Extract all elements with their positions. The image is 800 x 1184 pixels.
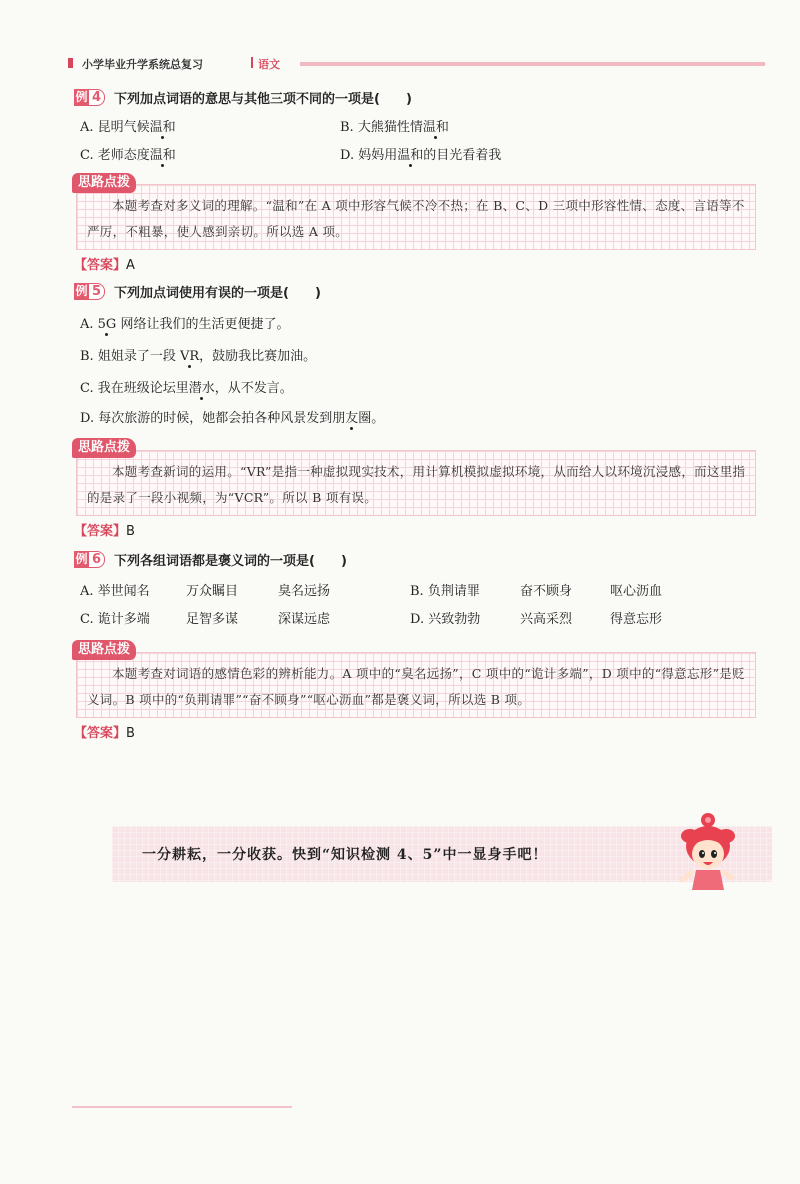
example-badge: 例 6 bbox=[74, 551, 106, 568]
example-4-option-a: A. 昆明气候温和 bbox=[80, 116, 176, 135]
header-bar bbox=[68, 58, 73, 68]
example-4-option-b: B. 大熊猫性情温和 bbox=[340, 116, 449, 135]
example-5-question: 例 5 下列加点词使用有误的一项是( ) bbox=[75, 284, 321, 301]
header-subject: 语文 bbox=[258, 58, 280, 71]
example-5-tip-heading: 思路点拨 bbox=[72, 438, 172, 458]
example-6-tip-heading: 思路点拨 bbox=[72, 640, 172, 660]
example-4-option-c: C. 老师态度温和 bbox=[80, 144, 176, 163]
example-5-answer: 【答案】B bbox=[74, 524, 135, 539]
example-6-word: 万众瞩目 bbox=[186, 584, 239, 599]
example-4-tip-text: 本题考查对多义词的理解。“温和”在 A 项中形容气候不冷不热；在 B、C、D 三项中形容性情、态度、言语等不严厉，不粗暴，使人感到亲切。所以选 A 项。 bbox=[87, 198, 745, 239]
example-badge: 例 4 bbox=[74, 89, 106, 106]
example-4-question: 例 4 下列加点词语的意思与其他三项不同的一项是( ) bbox=[75, 90, 412, 107]
example-4-option-d: D. 妈妈用温和的目光看着我 bbox=[340, 144, 501, 163]
example-badge: 例 5 bbox=[74, 283, 106, 300]
example-5-tip-box bbox=[76, 450, 756, 516]
example-6-word: 呕心沥血 bbox=[610, 584, 663, 599]
example-6-tip-box bbox=[76, 652, 756, 718]
header-separator bbox=[251, 57, 253, 68]
example-6-word: 足智多谋 bbox=[186, 612, 239, 627]
example-6-word: 深谋远虑 bbox=[278, 612, 331, 627]
example-6-question: 例 6 下列各组词语都是褒义词的一项是( ) bbox=[75, 552, 347, 569]
example-6-word: B. 负荆请罪 bbox=[410, 584, 480, 599]
example-6-word: A. 举世闻名 bbox=[80, 584, 150, 599]
footer-rule bbox=[72, 1106, 292, 1108]
example-6-word: D. 兴致勃勃 bbox=[410, 612, 481, 627]
example-4-answer: 【答案】A bbox=[74, 258, 135, 273]
example-6-answer: 【答案】B bbox=[74, 726, 135, 741]
example-6-word: 臭名远扬 bbox=[278, 584, 331, 599]
example-6-word: 得意忘形 bbox=[610, 612, 663, 627]
example-6-word: C. 诡计多端 bbox=[80, 612, 150, 627]
example-5-option-d: D. 每次旅游的时候，她都会拍各种风景发到朋友圈。 bbox=[80, 407, 384, 426]
example-5-option-b: B. 姐姐录了一段 VR，鼓励我比赛加油。 bbox=[80, 349, 317, 364]
example-6-word: 兴高采烈 bbox=[520, 612, 573, 627]
example-4-tip-heading: 思路点拨 bbox=[72, 173, 172, 193]
example-4-tip-box bbox=[76, 184, 756, 250]
example-5-tip-text: 本题考查新词的运用。“VR”是指一种虚拟现实技术，用计算机模拟虚拟环境，从而给人以环境沉浸感，而这里指的是录了一段小视频，为“VCR”。所以 B 项有误。 bbox=[87, 464, 746, 505]
header-rule bbox=[300, 62, 765, 66]
example-5-option-c: C. 我在班级论坛里潜水，从不发言。 bbox=[80, 377, 293, 396]
example-5-option-a: A. 5G 网络让我们的生活更便捷了。 bbox=[80, 317, 290, 332]
page-header bbox=[68, 56, 768, 70]
banner-text: 一分耕耘，一分收获。快到“知识检测 4、5”中一显身手吧！ bbox=[142, 847, 548, 863]
header-title: 小学毕业升学系统总复习 bbox=[82, 58, 203, 71]
example-6-tip-text: 本题考查对词语的感情色彩的辨析能力。A 项中的“臭名远扬”，C 项中的“诡计多端”，D 项中的“得意忘形”是贬义词。B 项中的“负荆请罪”“奋不顾身”“呕心沥血”都是褒义词，所以选 B 项。 bbox=[87, 666, 745, 707]
cartoon-girl-icon bbox=[670, 806, 750, 892]
example-6-word: 奋不顾身 bbox=[520, 584, 573, 599]
